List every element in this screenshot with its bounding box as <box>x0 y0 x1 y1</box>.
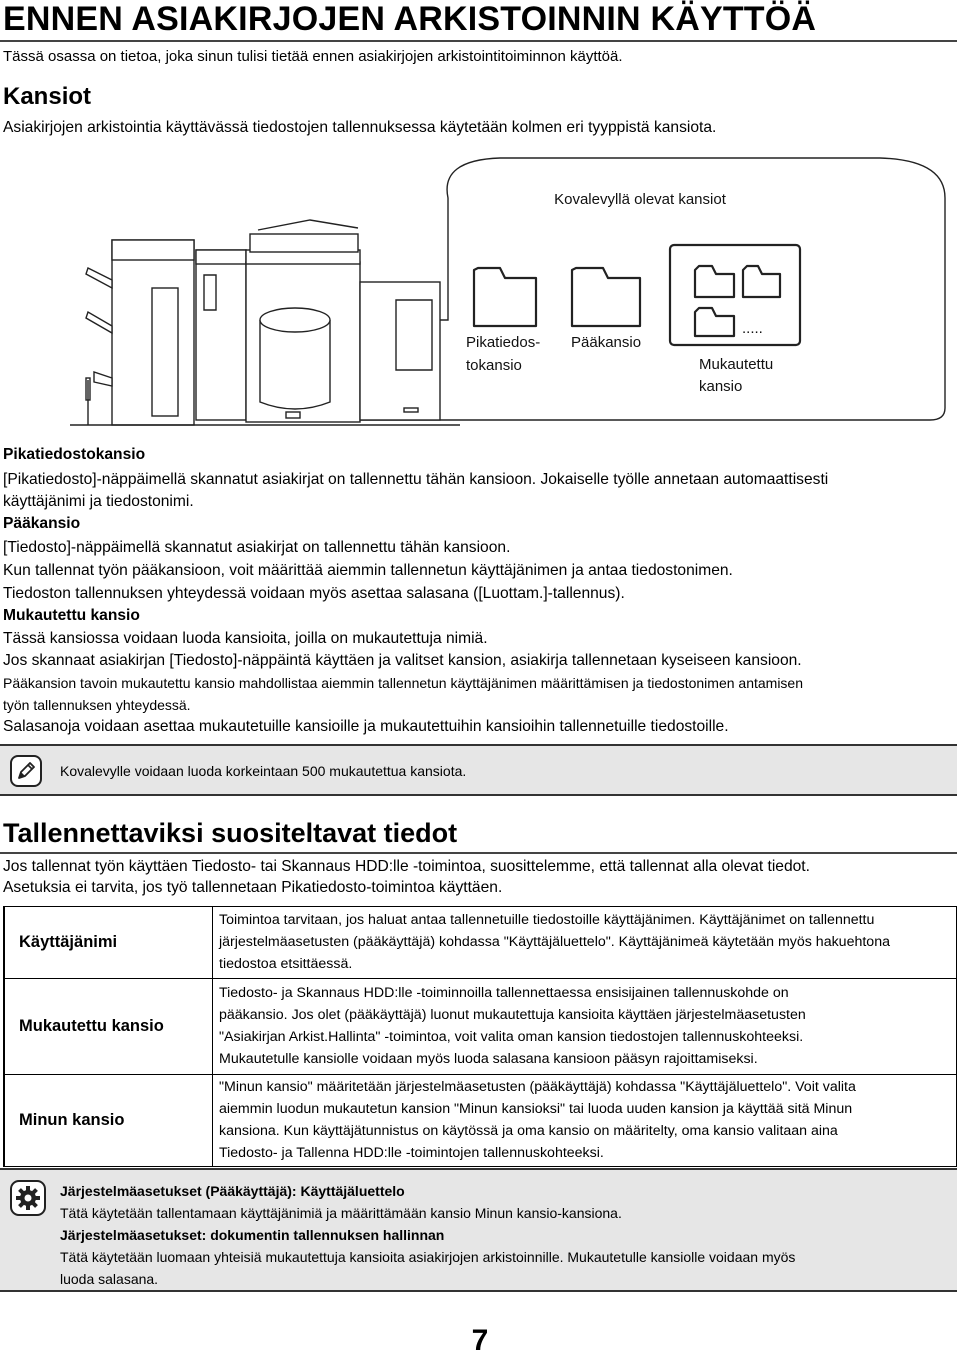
reference-title-2: Järjestelmäasetukset: dokumentin tallennuksen hallinnan <box>60 1227 445 1243</box>
custom-folder-title: Mukautettu kansio <box>3 607 140 624</box>
main-folder-desc-2: Kun tallennat työn pääkansioon, voit määrittää aiemmin tallennetun käyttäjänimen ja antaa tiedostonimen. <box>3 562 733 579</box>
quick-folder-title: Pikatiedostokansio <box>3 446 146 463</box>
desc-line: Mukautetulle kansiolle voidaan myös luoda salasana kansioon pääsyn rajoittamiseksi. <box>219 1051 758 1067</box>
table-row-label: Minun kansio <box>4 1075 213 1167</box>
reference-text-1: Tätä käytetään tallentamaan käyttäjänimiä ja määrittämään kansio Minun kansio-kansiona. <box>60 1205 622 1221</box>
reference-title-1: Järjestelmäasetukset (Pääkäyttäjä): Käyttäjäluettelo <box>60 1183 405 1199</box>
custom-folder-label-1: Mukautettu <box>699 356 774 373</box>
reference-text-2a: Tätä käytetään luomaan yhteisiä mukautettuja kansioita asiakirjojen arkistoinnille. Mukautetulle kansiolle voidaan myös <box>60 1249 796 1265</box>
desc-line: tiedostoa etsittäessä. <box>219 956 353 972</box>
recommended-info-table <box>3 906 957 1167</box>
pencil-note-icon <box>10 755 42 787</box>
table-row-description <box>213 907 957 979</box>
desc-line: Tiedosto- ja Skannaus HDD:lle -toiminnoilla tallennettaessa ensisijainen tallennuskohde on <box>219 985 789 1001</box>
folders-text: Asiakirjojen arkistointia käyttävässä tiedostojen tallennuksessa käytetään kolmen eri tyyppistä kansiota. <box>3 119 717 136</box>
custom-folder-desc-4: työn tallennuksen yhteydessä. <box>3 697 191 713</box>
folders-heading: Kansiot <box>3 83 92 110</box>
system-settings-reference-box <box>0 1168 957 1292</box>
desc-line: Tiedosto- ja Tallenna HDD:lle -toimintojen tallennuskohteeksi. <box>219 1145 604 1161</box>
reference-text-2b: luoda salasana. <box>60 1271 159 1287</box>
desc-line: kansiona. Kun käyttäjätunnistus on käytössä ja oma kansio on määritelty, oma kansio valitaan aina <box>219 1123 838 1139</box>
table-row <box>4 907 957 979</box>
main-folder-label: Pääkansio <box>571 334 642 351</box>
page-number: 7 <box>471 1324 489 1357</box>
table-row-label: Käyttäjänimi <box>4 907 213 979</box>
title-rule <box>0 40 957 42</box>
main-folder-desc-1: [Tiedosto]-näppäimellä skannatut asiakirjat on tallennettu tähän kansioon. <box>3 539 511 556</box>
recommended-heading: Tallennettaviksi suositeltavat tiedot <box>3 818 458 848</box>
table-row <box>4 979 957 1075</box>
table-row-description <box>213 1075 957 1167</box>
recommended-rule <box>0 852 957 854</box>
desc-line: "Minun kansio" määritetään järjestelmäasetusten (pääkäyttäjä) kohdassa "Käyttäjäluettelo". Voit valita <box>219 1079 856 1095</box>
desc-line: järjestelmäasetusten (pääkäyttäjä) kohdassa "Käyttäjäluettelo". Käyttäjänimeä käytetään myös hakuehtona <box>219 934 890 950</box>
custom-folder-desc-2: Jos skannaat asiakirjan [Tiedosto]-näppäintä käyttäen ja valitset kansion, asiakirja tallennetaan kyseiseen kansioon. <box>3 652 802 669</box>
page-title: ENNEN ASIAKIRJOJEN ARKISTOINNIN KÄYTTÖÄ <box>3 0 817 38</box>
table-row-description <box>213 979 957 1075</box>
desc-line: "Asiakirjan Arkist.Hallinta" -toimintoa, voit valita oman kansion tiedostojen tallennuskohteeksi. <box>219 1029 804 1045</box>
settings-gear-icon <box>10 1180 46 1216</box>
table-row-label: Mukautettu kansio <box>4 979 213 1075</box>
intro-text: Tässä osassa on tietoa, joka sinun tulisi tietää ennen asiakirjojen arkistointitoiminnon käyttöä. <box>3 48 623 65</box>
desc-line: aiemmin luodun mukautetun kansion "Minun kansioksi" tai luoda uuden kansion ja käyttää sitä Minun <box>219 1101 853 1117</box>
folders-diagram <box>0 150 960 440</box>
quick-folder-desc-2: käyttäjänimi ja tiedostonimi. <box>3 493 194 510</box>
custom-folder-desc-3: Pääkansion tavoin mukautettu kansio mahdollistaa aiemmin tallennetun käyttäjänimen määrittämisen ja tiedostonimen antamisen <box>3 675 803 691</box>
main-folder-title: Pääkansio <box>3 515 81 532</box>
custom-folder-desc-1: Tässä kansiossa voidaan luoda kansioita, joilla on mukautettuja nimiä. <box>3 630 488 647</box>
custom-folder-desc-5: Salasanoja voidaan asettaa mukautetuille kansioille ja mukautettuihin kansioihin tallennetuille tiedostoille. <box>3 718 729 735</box>
note-text: Kovalevylle voidaan luoda korkeintaan 500 mukautettua kansiota. <box>60 763 467 779</box>
bubble-title: Kovalevyllä olevat kansiot <box>554 191 726 208</box>
quick-folder-desc-1: [Pikatiedosto]-näppäimellä skannatut asiakirjat on tallennettu tähän kansioon. Jokaiselle työlle annetaan automaattisesti <box>3 471 829 488</box>
desc-line: pääkansio. Jos olet (pääkäyttäjä) luonut mukautettuja kansioita käyttäen järjestelmäasetusten <box>219 1007 806 1023</box>
recommended-text-2: Asetuksia ei tarvita, jos työ tallennetaan Pikatiedosto-toimintoa käyttäen. <box>3 879 503 896</box>
quick-folder-label-1: Pikatiedos- <box>466 334 541 351</box>
note-box <box>0 744 957 796</box>
custom-folder-label-2: kansio <box>699 378 743 395</box>
custom-folder-ellipsis: ..... <box>742 320 763 337</box>
recommended-text-1: Jos tallennat työn käyttäen Tiedosto- tai Skannaus HDD:lle -toimintoa, suosittelemme, että tallennat alla olevat tiedot. <box>3 858 810 875</box>
desc-line: Toimintoa tarvitaan, jos haluat antaa tallennetuille tiedostoille käyttäjänimen. Käyttäjänimet on tallennettu <box>219 912 875 928</box>
quick-folder-label-2: tokansio <box>466 357 522 374</box>
main-folder-desc-3: Tiedoston tallennuksen yhteydessä voidaan myös asettaa salasana ([Luottam.]-tallennus). <box>3 585 625 602</box>
table-row <box>4 1075 957 1167</box>
